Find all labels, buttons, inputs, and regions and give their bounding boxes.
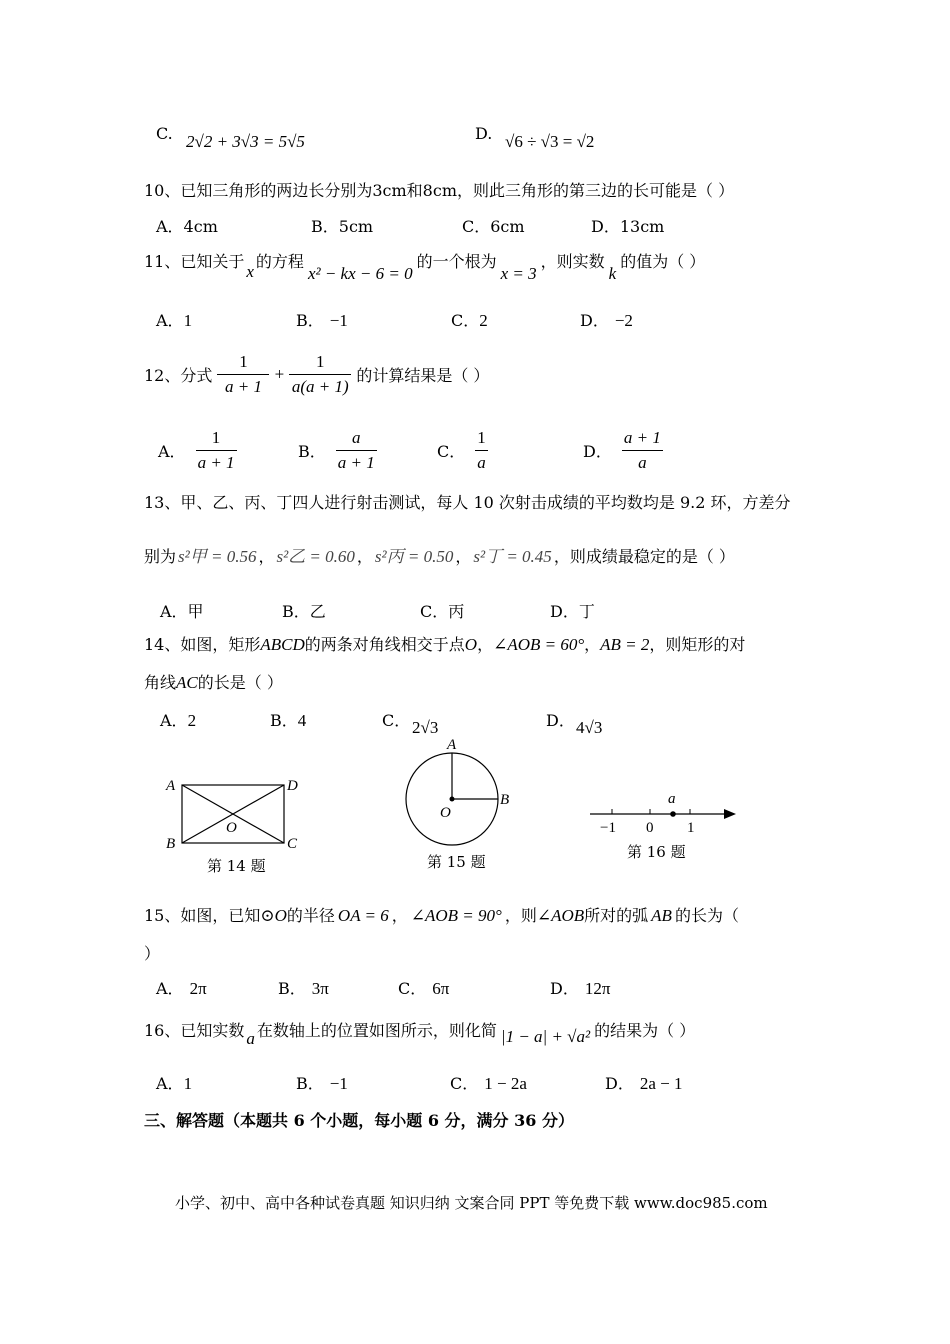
q12-option-d: D． $\frac{a + 1}{a}$ bbox=[583, 428, 661, 472]
center-point bbox=[450, 797, 455, 802]
q15-angle-ref: ∠AOB bbox=[536, 906, 585, 925]
q12-stem bbox=[144, 352, 489, 397]
q10-option-d: D．13cm bbox=[591, 217, 665, 236]
q14-stem-line2: 角线AC的长是（ ） bbox=[144, 673, 283, 692]
q10-stem: 10、已知三角形的两边长分别为3cm和8cm，则此三角形的第三边的长可能是（ ） bbox=[144, 181, 735, 200]
q10-option-b: B．5cm bbox=[311, 217, 374, 236]
q11-stem bbox=[144, 249, 706, 283]
q11-text-5: 的值为（ ） bbox=[620, 252, 706, 271]
q15-stem-line1: 15、如图，已知⊙O的半径 OA = 6 ， ∠AOB = 90° ，则∠AOB所对的弧 AB 的长为（ bbox=[144, 906, 739, 925]
q15-angle: ∠AOB = 90° bbox=[410, 906, 502, 925]
q12-option-b: B． $\frac{a}{a + 1}$ bbox=[298, 428, 375, 472]
q13-variance-ding: s²丁 = 0.45 bbox=[473, 547, 552, 566]
q16-var-a: a bbox=[246, 1029, 255, 1048]
q14-option-b: B．4 bbox=[270, 711, 307, 730]
q14-diag-ac: AC bbox=[176, 673, 198, 692]
q13-variance-bing: s²丙 = 0.50 bbox=[374, 547, 454, 566]
fig15-label-o: O bbox=[440, 805, 451, 821]
figure-15-circle bbox=[395, 732, 525, 850]
fig16-tick-label-zero: 0 bbox=[646, 820, 654, 836]
fig14-label-o: O bbox=[226, 820, 237, 836]
fig16-tick-label-one: 1 bbox=[687, 820, 695, 836]
q11-var-k: k bbox=[608, 264, 617, 283]
q12-fraction-1: $\frac{1}{a + 1}$ bbox=[217, 352, 269, 397]
q10-option-c: C．6cm bbox=[462, 217, 525, 236]
q14-option-a: A．2 bbox=[160, 711, 197, 730]
q16-option-b: B． −1 bbox=[296, 1074, 348, 1093]
q10-option-a: A．4cm bbox=[156, 217, 218, 236]
q15-arc-ab: AB bbox=[651, 906, 672, 925]
q14-option-d-value: 4√3 bbox=[576, 718, 603, 737]
q13-option-c: C．丙 bbox=[420, 602, 465, 621]
figure-15-caption: 第 15 题 bbox=[427, 853, 486, 871]
figure-16-number-line bbox=[586, 786, 741, 836]
q13-option-d: D．丁 bbox=[550, 602, 595, 621]
section-3-heading: 三、解答题（本题共 6 个小题，每小题 6 分，满分 36 分） bbox=[144, 1111, 574, 1130]
q16-expression: |1 − a| + √a² bbox=[500, 1027, 591, 1046]
q15-option-d: D． 12π bbox=[550, 979, 611, 998]
q9-option-c-label: C. bbox=[156, 124, 173, 143]
q12-plus: + bbox=[274, 364, 285, 384]
page-footer: 小学、初中、高中各种试卷真题 知识归纳 文案合同 PPT 等免费下载 www.doc985.com bbox=[175, 1194, 768, 1212]
fig14-label-c: C bbox=[287, 836, 298, 852]
q13-option-b: B．乙 bbox=[282, 602, 326, 621]
figure-14-rectangle bbox=[160, 772, 310, 854]
q15-radius-oa: OA = 6 bbox=[337, 906, 389, 925]
q11-option-d: D． −2 bbox=[580, 311, 633, 330]
q12-text-2: 的计算结果是（ ） bbox=[356, 366, 490, 385]
q11-var-x: x bbox=[246, 262, 254, 281]
q11-option-a: A．1 bbox=[156, 311, 193, 330]
fig14-label-d: D bbox=[287, 778, 298, 794]
q15-option-a: A． 2π bbox=[156, 979, 207, 998]
q11-root: x = 3 bbox=[500, 264, 537, 283]
q11-option-b: B． −1 bbox=[296, 311, 348, 330]
fig14-label-a: A bbox=[166, 778, 176, 794]
figure-16-caption: 第 16 题 bbox=[627, 843, 686, 861]
q13-stem-line2: 别为 s²甲 = 0.56 ， s²乙 = 0.60 ， s²丙 = 0.50 ， s²丁 = 0.45 ，则成绩最稳定的是（ ） bbox=[144, 547, 735, 566]
q14-rect-abcd: ABCD bbox=[260, 635, 305, 654]
q13-variance-jia: s²甲 = 0.56 bbox=[178, 547, 257, 566]
q12-text-1: 12、分式 bbox=[144, 366, 213, 385]
q14-point-o: O bbox=[464, 635, 478, 654]
q16-stem: 16、已知实数 a 在数轴上的位置如图所示，则化简 |1 − a| + √a² 的结果为（ ） bbox=[144, 1021, 696, 1048]
q9-option-c-expr: 2√2 + 3√3 = 5√5 bbox=[186, 132, 305, 151]
fig16-label-a: a bbox=[668, 791, 676, 807]
q11-text-2: 的方程 bbox=[255, 252, 304, 271]
q15-stem-line2: ） bbox=[144, 944, 161, 963]
point-a bbox=[670, 811, 676, 817]
q15-circle-o: ⊙O bbox=[260, 906, 287, 925]
q16-option-d: D． 2a − 1 bbox=[605, 1074, 683, 1093]
q11-equation: x² − kx − 6 = 0 bbox=[307, 264, 413, 283]
q16-option-a: A．1 bbox=[156, 1074, 193, 1093]
fig15-label-a: A bbox=[447, 737, 457, 753]
q12-option-a: A． $\frac{1}{a + 1}$ bbox=[158, 428, 235, 472]
q14-option-c-value: 2√3 bbox=[412, 718, 439, 737]
figure-14-caption: 第 14 题 bbox=[207, 857, 266, 875]
q11-text-4: ，则实数 bbox=[540, 252, 605, 271]
q14-angle: ∠AOB = 60° bbox=[493, 635, 585, 654]
q12-option-c: C． $\frac{1}{a}$ bbox=[437, 428, 486, 472]
q15-option-b: B． 3π bbox=[278, 979, 329, 998]
q9-option-d-label: D. bbox=[475, 124, 493, 143]
q13-option-a: A．甲 bbox=[160, 602, 204, 621]
q11-option-c: C．2 bbox=[451, 311, 488, 330]
fig14-label-b: B bbox=[166, 836, 176, 852]
q13-stem-line1: 13、甲、乙、丙、丁四人进行射击测试，每人 10 次射击成绩的平均数均是 9.2 环，方差分 bbox=[144, 493, 791, 512]
q14-stem-line1: 14、如图，矩形ABCD的两条对角线相交于点O，∠AOB = 60°，AB = 2，则矩形的对 bbox=[144, 635, 746, 654]
q11-text-1: 11、已知关于 bbox=[144, 252, 245, 271]
q14-side-ab: AB = 2 bbox=[600, 635, 650, 654]
q14-option-d-label: D． bbox=[546, 711, 575, 730]
number-line-arrow bbox=[724, 809, 736, 819]
q11-text-3: 的一个根为 bbox=[416, 252, 497, 271]
fig15-label-b: B bbox=[500, 792, 510, 808]
fig16-tick-label-minus-one: −1 bbox=[600, 820, 616, 836]
q15-option-c: C． 6π bbox=[398, 979, 450, 998]
q9-option-d-expr: √6 ÷ √3 = √2 bbox=[505, 132, 595, 151]
q16-option-c: C． 1 − 2a bbox=[450, 1074, 527, 1093]
q13-variance-yi: s²乙 = 0.60 bbox=[276, 547, 355, 566]
q14-option-c-label: C． bbox=[382, 711, 411, 730]
q12-fraction-2: $\frac{1}{a(a + 1)}$ bbox=[289, 352, 351, 397]
